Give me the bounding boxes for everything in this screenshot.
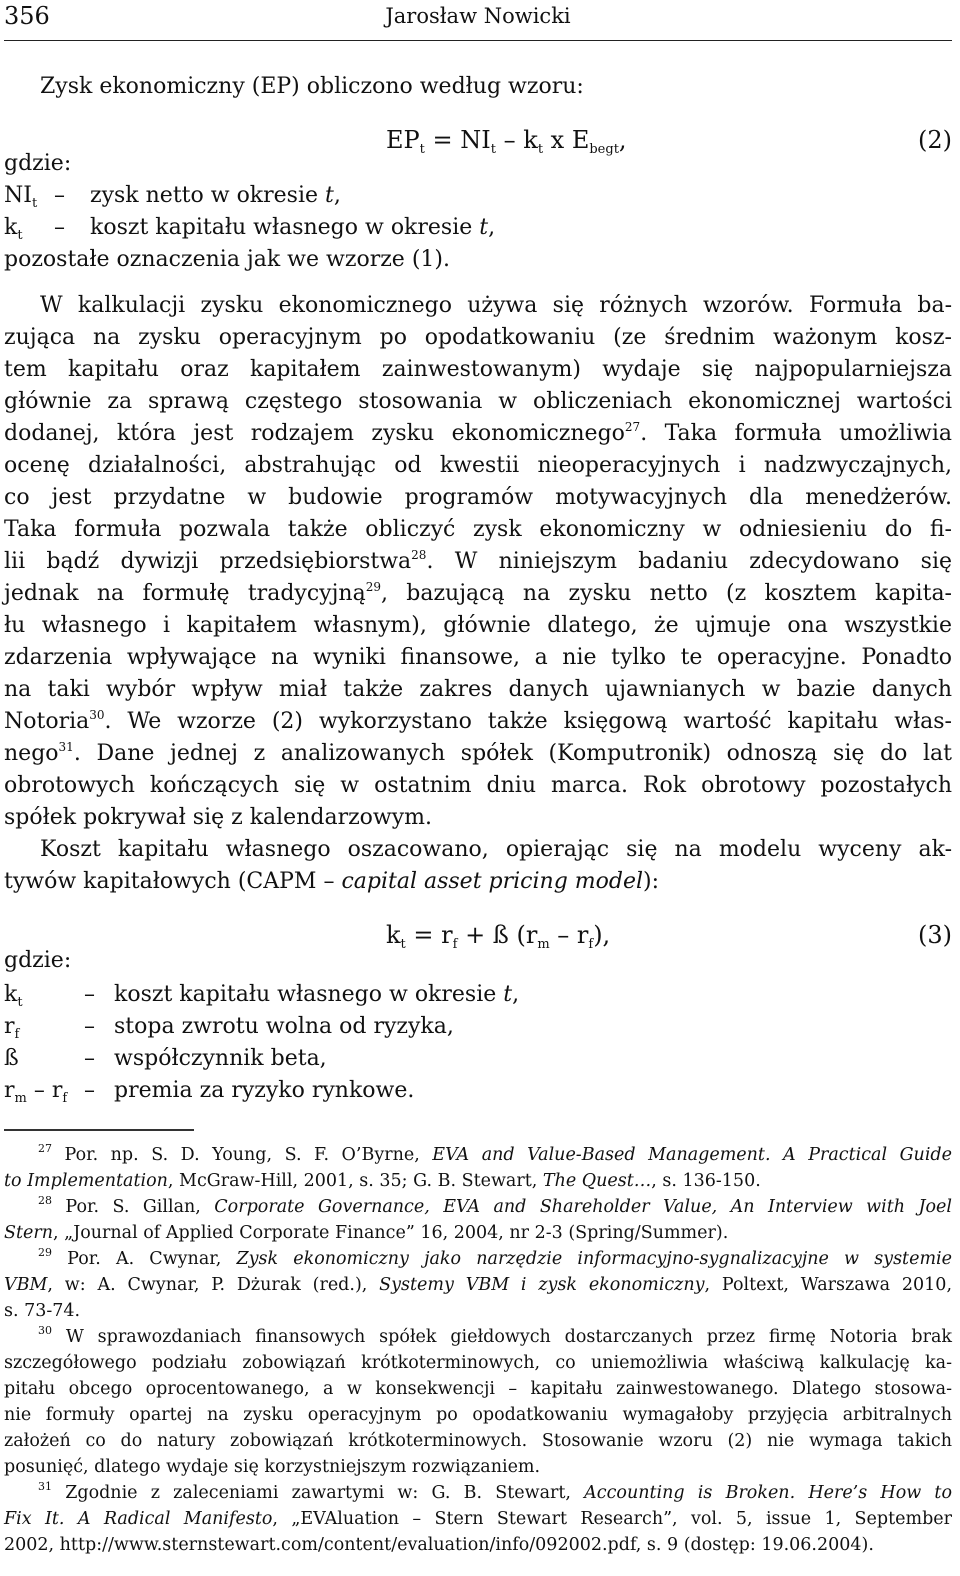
- footnote-30: $^{30}$ W sprawozdaniach finansowych spółek giełdowych dostarczanych przez firmę Notoria brak: [38, 1324, 952, 1347]
- definition-kt: $k_t$ – koszt kapitału własnego w okresie t,: [4, 982, 520, 1010]
- footnote-31-url-line: 2002, http://www.sternstewart.com/content/evaluation/info/092002.pdf, s. 9 (dostęp: 19.06.2004).: [4, 1535, 874, 1555]
- where-label-1: gdzie:: [4, 151, 72, 176]
- intro-line: Zysk ekonomiczny (EP) obliczono według wzoru:: [40, 74, 584, 99]
- para1-line: dodanej, która jest rodzajem zysku ekonomicznego$^{27}$. Taka formuła umożliwia: [4, 420, 953, 446]
- footnote-28-cont: Stern, „Journal of Applied Corporate Finance” 16, 2004, nr 2-3 (Spring/Summer).: [4, 1223, 729, 1243]
- para1-line: spółek pokrywał się z kalendarzowym.: [4, 805, 433, 830]
- definition-ni: $NI_t$ – zysk netto w okresie t,: [4, 183, 341, 211]
- equation-2: $EP_t = NI_t - k_t$ x $E_{begt}$,: [386, 126, 627, 157]
- equation-2-number: (2): [918, 126, 952, 154]
- para1-line: co jest przydatne w budowie programów motywacyjnych dla menedżerów.: [4, 485, 952, 510]
- footnote-30-cont: posunięć, dlatego wydaje się korzystniejszym rozwiązaniem.: [4, 1457, 541, 1477]
- para1-line: Taka formuła pozwala także obliczyć zysk ekonomiczny w odniesieniu do fi-: [4, 517, 952, 542]
- footnote-28: $^{28}$ Por. S. Gillan, Corporate Governance, EVA and Shareholder Value, An Interview with Joel: [38, 1194, 952, 1217]
- para1-line: lii bądź dywizji przedsiębiorstwa$^{28}$. W niniejszym badaniu zdecydowano się: [4, 548, 952, 574]
- definition-beta: ß – współczynnik beta,: [4, 1046, 327, 1071]
- para1-line: zdarzenia wpływające na wyniki finansowe, a nie tylko te operacyjne. Ponadto: [4, 645, 952, 670]
- para1-line: ocenę działalności, abstrahując od kwestii nieoperacyjnych i nadzwyczajnych,: [4, 453, 952, 478]
- para1-line: na taki wybór wpływ miał także zakres danych ujawnianych w bazie danych: [4, 677, 952, 702]
- where-label-2: gdzie:: [4, 948, 72, 973]
- footnote-29-cont: s. 73-74.: [4, 1301, 81, 1321]
- footnote-29: $^{29}$ Por. A. Cwynar, Zysk ekonomiczny jako narzędzie informacyjno-sygnalizacyjne w systemie: [38, 1246, 952, 1269]
- footnote-31: $^{31}$ Zgodnie z zaleceniami zawartymi w: G. B. Stewart, Accounting is Broken. Here’s How to: [38, 1480, 952, 1503]
- definition-risk-premium: $r_m - r_f$ – premia za ryzyko rynkowe.: [4, 1078, 415, 1106]
- footnote-27: $^{27}$ Por. np. S. D. Young, S. F. O’Byrne, EVA and Value-Based Management. A Practical Guide: [38, 1142, 952, 1165]
- footnote-30-cont: założeń co do natury zobowiązań krótkoterminowych. Stosowanie wzoru (2) nie wymaga takich: [4, 1431, 952, 1451]
- running-author: Jarosław Nowicki: [385, 4, 571, 28]
- footnote-27-cont: to Implementation, McGraw-Hill, 2001, s. 35; G. B. Stewart, The Quest…, s. 136-150.: [4, 1171, 761, 1191]
- para1-line: W kalkulacji zysku ekonomicznego używa się różnych wzorów. Formuła ba-: [40, 293, 952, 318]
- para1-line: głównie za sprawą częstego stosowania w obliczeniach ekonomicznej wartości: [4, 389, 952, 414]
- definition-k: $k_t$ – koszt kapitału własnego w okresie t,: [4, 215, 496, 243]
- footnote-30-cont: szczegółowego podziału zobowiązań krótkoterminowych, co uniemożliwia właściwą kalkulację ka-: [4, 1353, 952, 1373]
- para1-line: nego$^{31}$. Dane jednej z analizowanych spółek (Komputronik) odnoszą się do lat: [4, 740, 952, 766]
- equation-3-number: (3): [918, 921, 952, 949]
- footnote-ref-28: 28: [411, 548, 427, 562]
- footnote-30-cont: pitału obcego oprocentowanego, a w konsekwencji – kapitału zainwestowanego. Dlatego stosowa-: [4, 1379, 952, 1399]
- footnote-31-cont: Fix It. A Radical Manifesto, „EVAluation – Stern Stewart Research”, vol. 5, issue 1, September: [4, 1509, 952, 1529]
- para1-line: jednak na formułę tradycyjną$^{29}$, bazującą na zysku netto (z kosztem kapita-: [4, 580, 952, 606]
- para1-line: łu własnego i kapitałem własnym), głównie dlatego, że ujmuje ona wszystkie: [4, 613, 952, 638]
- para1-line: zująca na zysku operacyjnym po opodatkowaniu (ze średnim ważonym kosz-: [4, 325, 952, 350]
- footnote-30-cont: nie formuły opartej na zysku operacyjnym po opodatkowaniu wymagałoby przyjęcia arbitralnych: [4, 1405, 952, 1425]
- equation-3: $k_t = r_f$ + ß $(r_m - r_f)$,: [386, 921, 611, 952]
- footnote-29-cont: VBM, w: A. Cwynar, P. Dżurak (red.), Systemy VBM i zysk ekonomiczny, Poltext, Warszawa 2010,: [4, 1275, 953, 1295]
- para1-line: tem kapitału oraz kapitałem zainwestowanym) wydaje się najpopularniejsza: [4, 357, 952, 382]
- footnote-ref-29: 29: [365, 580, 381, 594]
- definition-rf: $r_f$ – stopa zwrotu wolna od ryzyka,: [4, 1014, 454, 1042]
- footnote-separator: [4, 1129, 194, 1131]
- footnote-ref-30: 30: [89, 708, 105, 722]
- para2-line: tywów kapitałowych (CAPM – capital asset pricing model):: [4, 869, 660, 894]
- para1-line: Notoria$^{30}$. We wzorze (2) wykorzystano także księgową wartość kapitału włas-: [4, 708, 952, 734]
- definitions-tail: pozostałe oznaczenia jak we wzorze (1).: [4, 247, 450, 272]
- footnote-ref-27: 27: [624, 420, 641, 434]
- footnote-ref-31: 31: [58, 740, 74, 754]
- para1-line: obrotowych kończących się w ostatnim dniu marca. Rok obrotowy pozostałych: [4, 773, 952, 798]
- running-header: [4, 0, 952, 41]
- page-number: 356: [4, 2, 50, 30]
- para2-line: Koszt kapitału własnego oszacowano, opierając się na modelu wyceny ak-: [40, 837, 952, 862]
